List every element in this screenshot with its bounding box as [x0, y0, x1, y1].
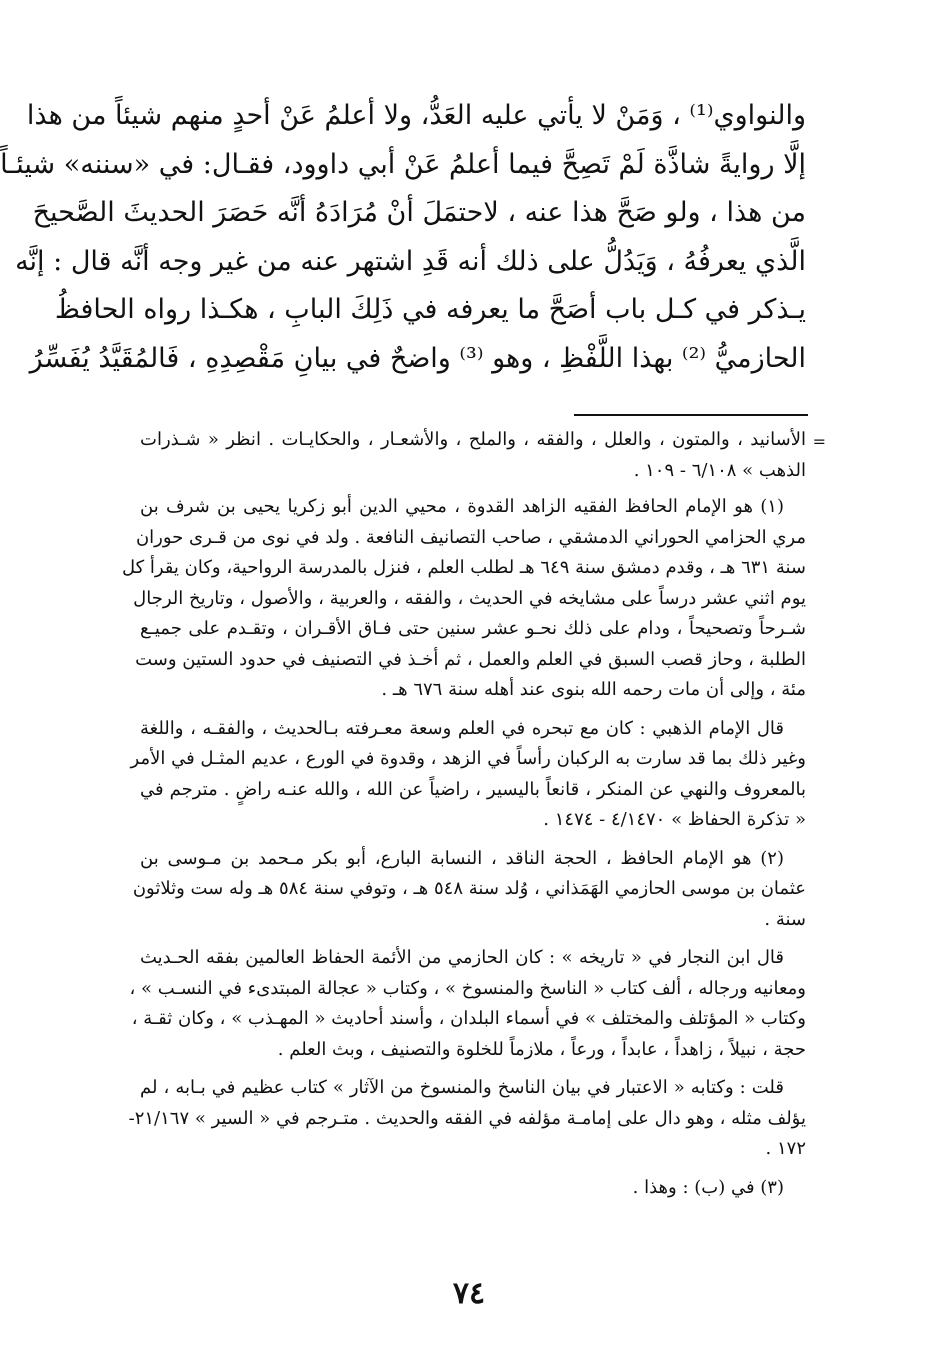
footnote-1: [121, 492, 806, 706]
footnote-line: (١) هو الإمام الحافظ الفقيه الزاهد القدوة ، محيي الدين أبو زكريا يحيى بن شرف بن: [140, 496, 784, 517]
footnote-line: قلت : وكتابه « الاعتبار في بيان الناسخ والمنسوخ من الآثار » كتاب عظيم في بـابه ، لم: [140, 1077, 784, 1098]
continuation-mark: =: [812, 432, 826, 451]
footnote-2: [132, 844, 806, 936]
footnote-2-quote-author: [128, 1073, 806, 1165]
footnote-line: بالمعروف والنهي عن المنكر ، قانعاً باليسير ، راضياً عن الله ، والله عنـه راضٍ . مترجم في: [140, 778, 806, 800]
main-text-line: من هذا ، ولو صَحَّ هذا عنه ، لاحتمَلَ أنْ مُرَادَهُ أنَّه حَصَرَ الحديثَ الصَّحيحَ: [32, 197, 806, 228]
footnote-line: ومعانيه ورجاله ، ألف كتاب « الناسخ والمنسوخ » ، وكتاب « عجالة المبتدىء في النسـب » ،: [129, 977, 806, 999]
main-text-line: يـذكر في كـل باب أصَحَّ ما يعرفه في ذَلِكَ البابِ ، هكـذا رواه الحافظُ: [54, 294, 806, 325]
footnote-divider: [574, 414, 808, 416]
main-text-block: [0, 92, 806, 383]
footnote-2-quote-ibn-najjar: [129, 943, 806, 1065]
footnote-line: « تذكرة الحفاظ » ٤/١٤٧٠ - ١٤٧٤ .: [543, 809, 806, 830]
footnote-line: عثمان بن موسى الحازمي الهَمَذاني ، وُلد سنة ٥٤٨ هـ ، وتوفي سنة ٥٨٤ هـ وله ست وثلاثون: [132, 878, 806, 899]
footnote-line: مئة ، وإلى أن مات رحمه الله بنوى عند أهله سنة ٦٧٦ هـ .: [381, 679, 806, 700]
footnote-line: قال ابن النجار في « تاريخه » : كان الحازمي من الأئمة الحفاظ العالمين بفقه الحـديث: [140, 947, 784, 968]
footnote-line: سنة .: [764, 908, 806, 930]
footnote-line: مري الحزامي الحوراني الدمشقي ، صاحب التصانيف النافعة . ولد في نوى من قـرى حوران: [135, 526, 806, 548]
footnote-line: سنة ٦٣١ هـ ، وقدم دمشق سنة ٦٤٩ هـ لطلب العلم ، فنزل بالمدرسة الرواحية، وكان يقرأ كل: [121, 557, 806, 578]
footnote-line: الأسانيد ، والمتون ، والعلل ، والفقه ، والملح ، والأشعـار ، والحكايـات . انظر « شـذرات: [140, 429, 806, 450]
footnote-line: يؤلف مثله ، وهو دال على إمامـة مؤلفه في الفقه والحديث . متـرجم في « السير » ٢١/١٦٧-: [128, 1107, 806, 1129]
footnote-line: ١٧٢ .: [765, 1138, 806, 1159]
page-number: ٧٤: [452, 1276, 486, 1311]
main-text-line: إلَّا روايةً شاذَّة لَمْ تَصِحَّ فيما أعلمُ عَنْ أبي داوود، فقـال: في «سننه» شيئـاً: [0, 148, 806, 180]
footnote-line: شـرحاً وتصحيحاً ، ودام على ذلك نحـو عشر سنين حتى فـاق الأقـران ، وتقـدم على جميـع: [140, 618, 806, 639]
main-text-line: الَّذي يعرفُهُ ، وَيَدُلُّ على ذلك أنه قَدِ اشتهر عنه من غير وجه أنَّه قال : إنَّه: [15, 245, 806, 277]
main-text-line: والنواوي⁽¹⁾ ، وَمَنْ لا يأتي عليه العَدُّ، ولا أعلمُ عَنْ أحدٍ منهم شيئاً من هذا: [26, 100, 806, 131]
footnote-line: الذهب » ٦/١٠٨ - ١٠٩ .: [633, 459, 806, 481]
footnote-3: [140, 1173, 806, 1204]
footnote-line: حجة ، نبيلاً ، زاهداً ، عابداً ، ورعاً ، ملازماً للخلوة والتصنيف ، وبث العلم .: [277, 1038, 806, 1060]
footnote-line: (٣) في (ب) : وهذا .: [632, 1176, 784, 1198]
footnote-line: قال الإمام الذهبي : كان مع تبحره في العلم وسعة معـرفته بـالحديث ، والفقـه ، واللغة: [140, 717, 784, 739]
footnote-line: وغير ذلك بما قد سارت به الركبان رأساً في الزهد ، وقدوة في الورع ، عديم المثـل في الأمر: [130, 748, 806, 769]
main-text-line: الحازميُّ ⁽²⁾ بهذا اللَّفْظِ ، وهو ⁽³⁾ واضحٌ في بيانِ مَقْصِدِهِ ، فَالمُقَيَّدُ يُفَسِّرُ: [29, 342, 806, 374]
footnotes-area: [121, 425, 826, 1211]
footnote-line: وكتاب « المؤتلف والمختلف » في أسماء البلدان ، وأسند أحاديث « المهـذب » ، وكان ثقـة ،: [131, 1008, 806, 1029]
footnote-continuation: [140, 425, 826, 486]
footnote-line: الطلبة ، وحاز قصب السبق في العلم والعمل ، ثم أخـذ في التصنيف في حدود الستين وست: [135, 648, 806, 670]
footnote-line: يوم اثني عشر درساً على مشايخه في الحديث ، والفقه ، والعربية ، والأصول ، وتاريخ الرجال: [133, 587, 806, 609]
footnote-1-quote: [130, 714, 806, 836]
footnote-line: (٢) هو الإمام الحافظ ، الحجة الناقد ، النسابة البارع، أبو بكر مـحمد بن مـوسى بن: [140, 847, 784, 869]
